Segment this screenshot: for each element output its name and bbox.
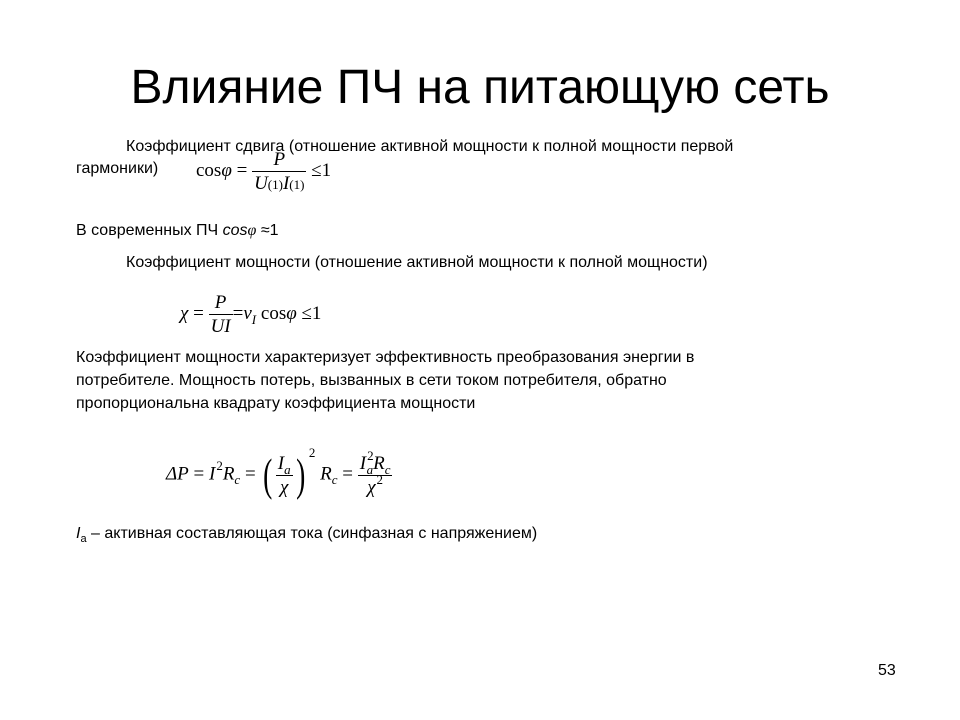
f2-nu: ν	[243, 302, 252, 324]
f3-inner-denominator: χ	[279, 476, 289, 498]
f3-delta-p: ΔP	[166, 463, 189, 485]
paragraph-active-current	[76, 523, 537, 546]
f3-eq2: =	[240, 463, 256, 485]
f1-eq: =	[231, 159, 248, 181]
f1-denominator	[252, 172, 306, 193]
p2-cos: cos	[222, 222, 248, 239]
page-number: 53	[878, 662, 896, 679]
f2-eq1: =	[188, 302, 204, 324]
f3-fnum-sq: 2	[367, 447, 374, 463]
f1-relation: ≤1	[311, 159, 332, 181]
f2-relation: ≤1	[296, 302, 322, 324]
f3-fden-chi: χ	[367, 476, 376, 498]
f3-r2-sub: c	[331, 472, 338, 488]
f2-fraction	[209, 293, 233, 336]
f1-den-i: I	[282, 173, 290, 194]
f1-fraction	[252, 150, 306, 193]
f3-inner-fraction	[276, 454, 293, 497]
f3-fnum-r-sub: c	[384, 461, 391, 477]
f2-numerator: P	[209, 293, 233, 315]
f1-numerator: P	[252, 150, 306, 172]
f3-inner-numerator	[276, 454, 293, 476]
f1-phi: φ	[221, 159, 232, 181]
f3-fden-sq: 2	[376, 471, 384, 487]
f2-phi: φ	[286, 302, 297, 324]
f3-num-sub: a	[284, 461, 291, 477]
f3-left-paren: (	[263, 449, 273, 500]
f3-num-i: I	[277, 452, 285, 474]
f3-r: R	[222, 463, 235, 485]
p5-subscript: а	[80, 533, 87, 545]
f3-final-denominator	[358, 471, 393, 498]
paragraph-efficiency-line1: Коэффициент мощности характеризует эффективность преобразования энергии в	[76, 349, 695, 366]
f3-fnum-sub: a	[366, 461, 374, 477]
f3-i-square: 2	[216, 458, 223, 474]
paragraph-power-factor: Коэффициент мощности (отношение активной мощности к полной мощности)	[126, 254, 708, 271]
p2-phi: φ	[247, 222, 257, 239]
f1-den-sub2: (1)	[289, 177, 305, 192]
paragraph-displacement-factor-line2: гармоники)	[76, 160, 159, 177]
f3-fnum-r: R	[373, 452, 385, 474]
paragraph-modern-converters	[76, 220, 279, 242]
slide-title: Влияние ПЧ на питающую сеть	[130, 61, 830, 114]
formula-cos-phi	[196, 150, 331, 193]
p2-approx: ≈1	[256, 222, 279, 239]
f3-fnum-i: I	[359, 452, 367, 474]
f3-final-fraction	[358, 447, 393, 498]
f3-r2: R	[320, 463, 332, 485]
f2-eq2: =	[232, 302, 244, 324]
f3-i: I	[208, 463, 216, 485]
f3-final-numerator	[358, 447, 393, 477]
f1-den-sub1: (1)	[267, 177, 283, 192]
f3-eq1: =	[188, 463, 209, 485]
f3-outer-square: 2	[308, 445, 316, 461]
f1-den-u: U	[254, 173, 268, 194]
p5-symbol: I	[76, 525, 81, 542]
f2-chi: χ	[180, 302, 189, 324]
formula-loss-power	[166, 445, 392, 500]
f2-cos: cos	[256, 302, 287, 324]
f3-eq3: =	[337, 463, 354, 485]
f3-right-paren: )	[295, 449, 305, 500]
f3-r-sub: c	[234, 472, 241, 488]
p5-rest: – активная составляющая тока (синфазная с напряжением)	[86, 525, 538, 542]
paragraph-efficiency-line3: пропорциональна квадрату коэффициента мощности	[76, 395, 476, 412]
f2-denominator: UI	[210, 316, 231, 337]
paragraph-displacement-factor-line1: Коэффициент сдвига (отношение активной мощности к полной мощности первой	[126, 138, 734, 155]
paragraph-efficiency-line2: потребителе. Мощность потерь, вызванных в сети током потребителя, обратно	[76, 372, 667, 389]
p2-prefix: В современных ПЧ	[76, 222, 223, 239]
f1-lhs: cos	[196, 159, 222, 181]
f2-nu-sub: I	[251, 311, 257, 327]
formula-power-factor	[180, 293, 321, 336]
